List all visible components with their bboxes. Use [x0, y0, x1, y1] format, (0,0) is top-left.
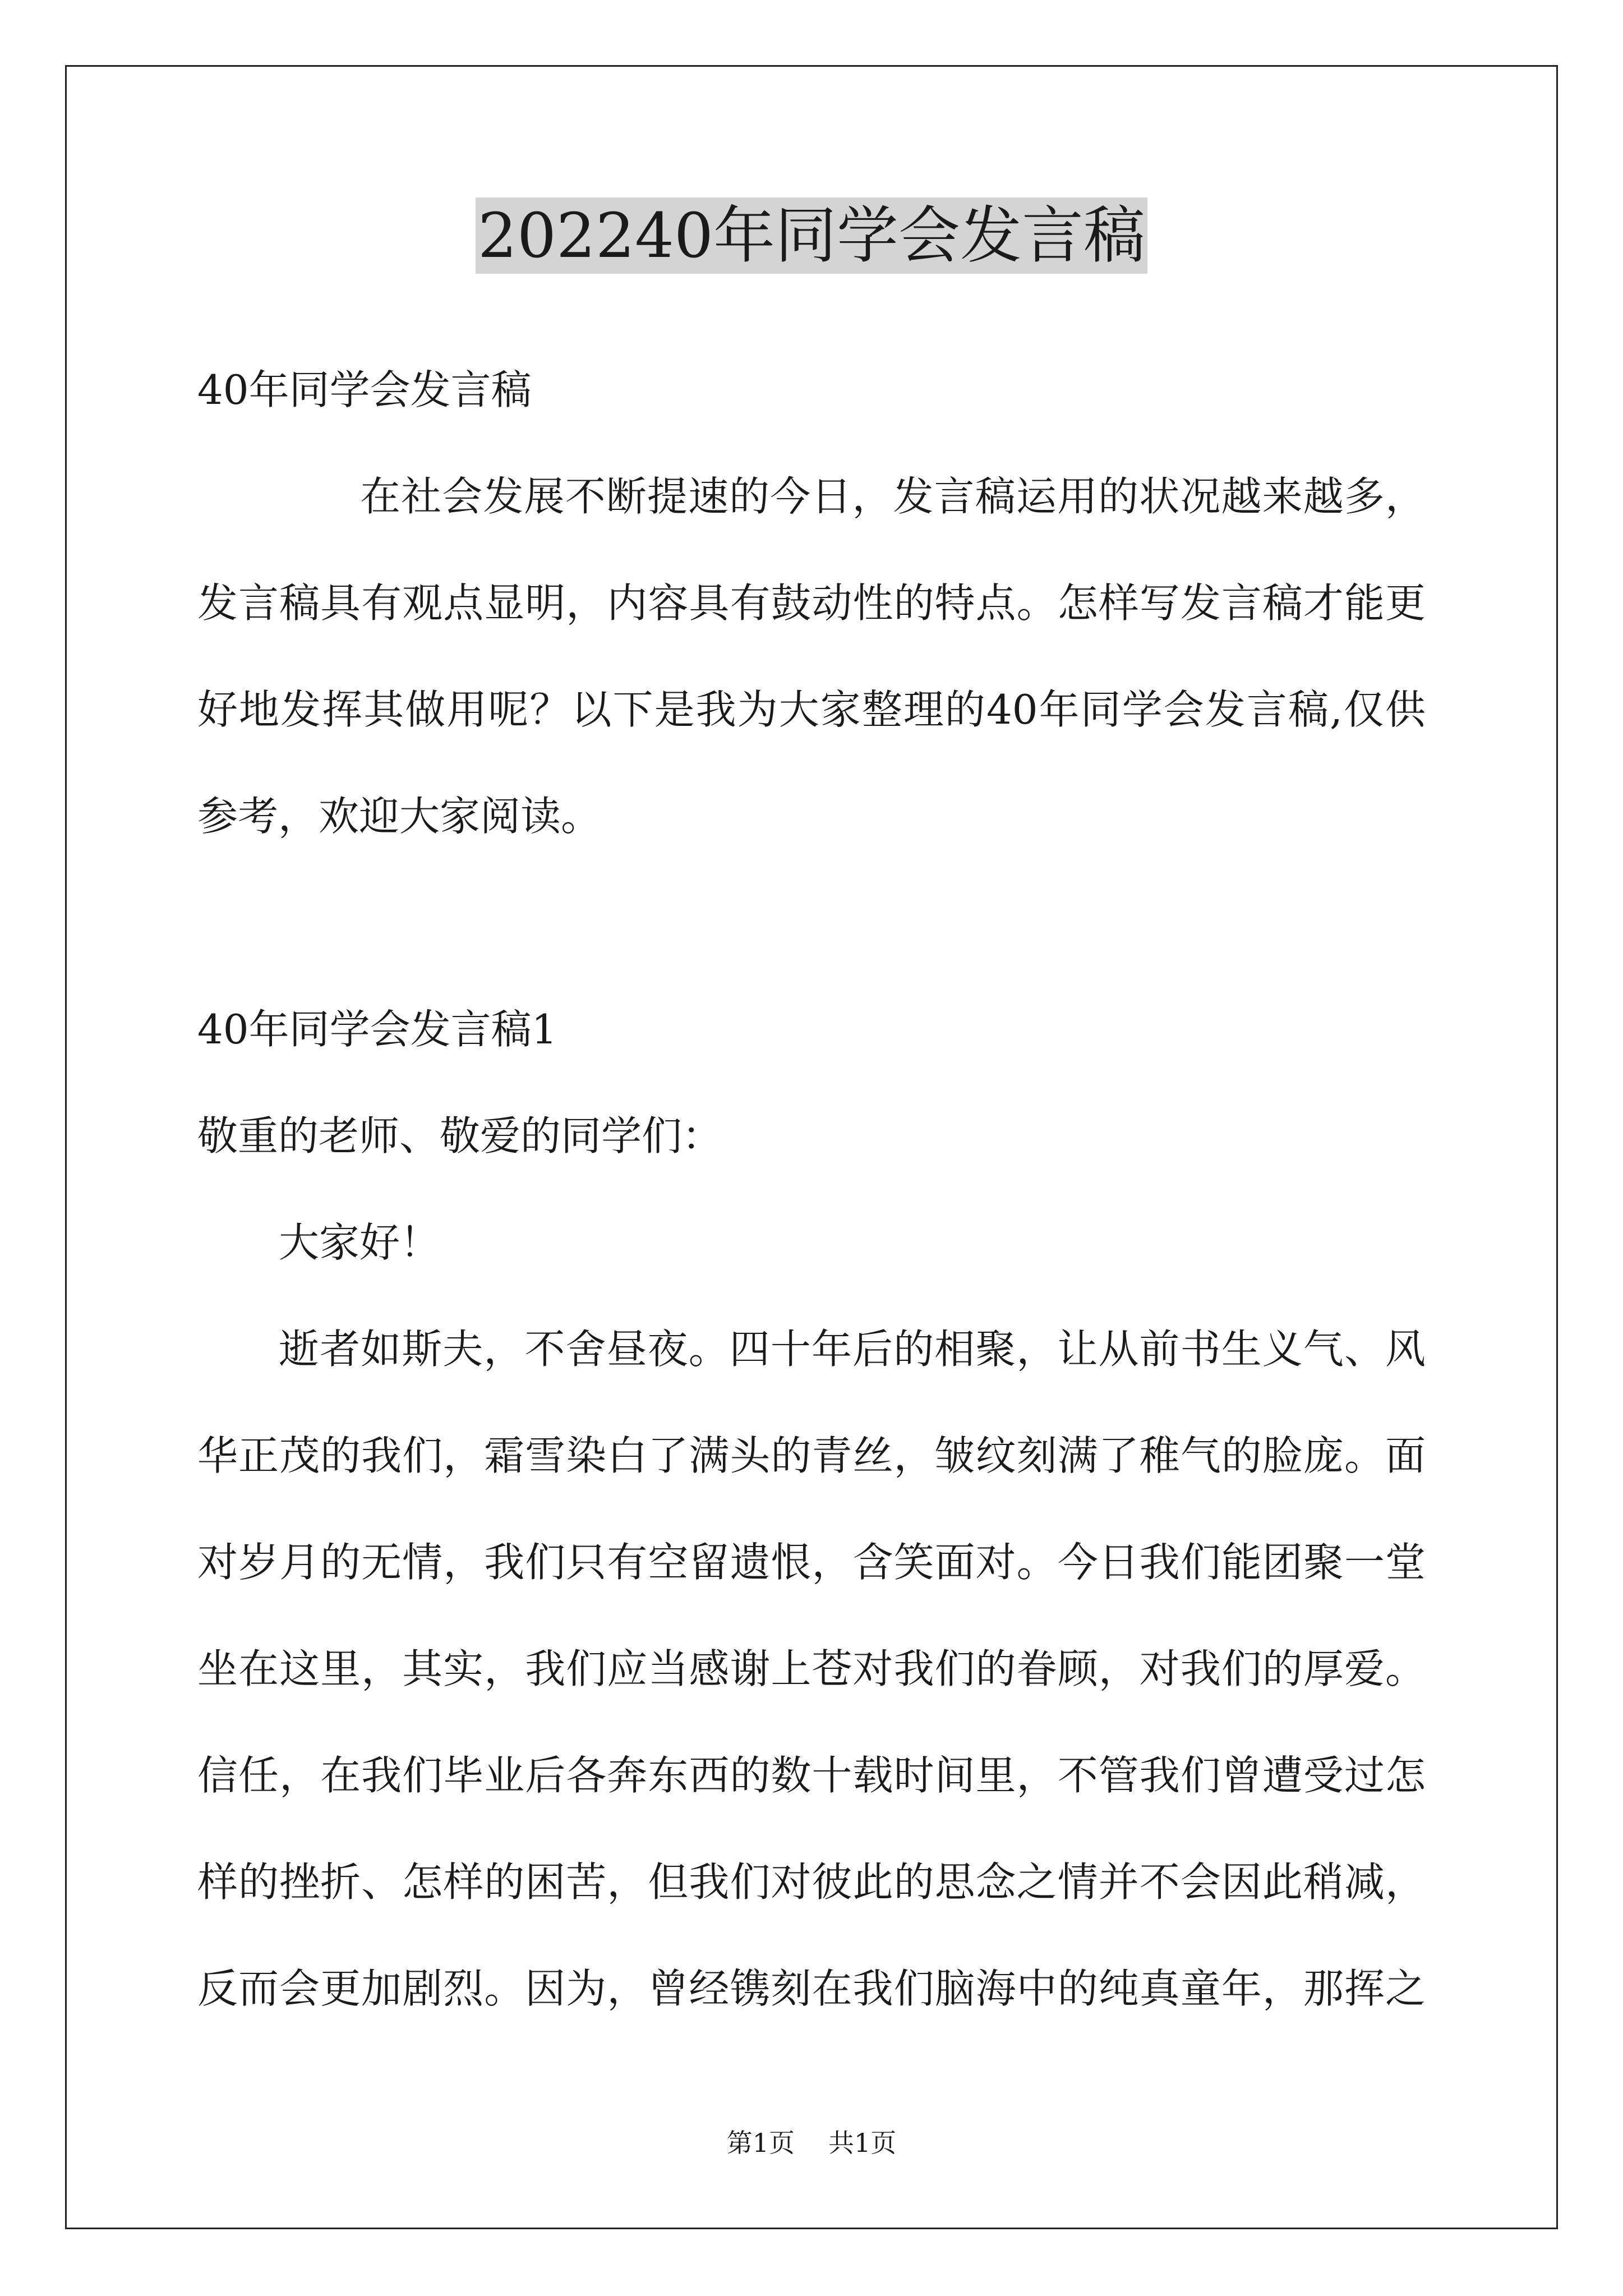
- body-line: 对岁月的无情，我们只有空留遗恨，含笑面对。今日我们能团聚一堂: [197, 1539, 1426, 1586]
- body-line: 信任，在我们毕业后各奔东西的数十载时间里，不管我们曾遭受过怎: [197, 1752, 1426, 1799]
- body-line: 逝者如斯夫，不舍昼夜。四十年后的相聚，让从前书生义气、风: [279, 1326, 1426, 1373]
- body-line: 华正茂的我们，霜雪染白了满头的青丝，皱纹刻满了稚气的脸庞。面: [197, 1432, 1426, 1479]
- paragraph-gap: [197, 869, 1426, 976]
- body-line: 坐在这里，其实，我们应当感谢上苍对我们的眷顾，对我们的厚爱。: [197, 1645, 1426, 1692]
- body-line: 样的挫折、怎样的困苦，但我们对彼此的思念之情并不会因此稍减，: [197, 1858, 1426, 1906]
- title-container: [0, 197, 1623, 274]
- section-heading: 40年同学会发言稿1: [197, 1006, 557, 1053]
- document-title: 202240年同学会发言稿: [476, 197, 1147, 274]
- page-number: 第1页: [726, 2128, 795, 2158]
- intro-line: 发言稿具有观点显明，内容具有鼓动性的特点。怎样写发言稿才能更: [197, 579, 1426, 627]
- intro-line: 在社会发展不断提速的今日，发言稿运用的状况越来越多，: [360, 473, 1426, 520]
- body-line: 反而会更加剧烈。因为，曾经镌刻在我们脑海中的纯真童年，那挥之: [197, 1965, 1426, 2012]
- document-body: [197, 337, 1426, 2042]
- intro-line: 参考，欢迎大家阅读。: [197, 793, 602, 840]
- page-footer: [0, 2126, 1623, 2160]
- page-total: 共1页: [828, 2128, 897, 2158]
- salutation: 敬重的老师、敬爱的同学们：: [197, 1112, 723, 1159]
- greeting: 大家好！: [279, 1219, 441, 1266]
- document-heading: 40年同学会发言稿: [197, 366, 532, 413]
- intro-line: 好地发挥其做用呢？以下是我为大家整理的40年同学会发言稿,仅供: [197, 686, 1426, 733]
